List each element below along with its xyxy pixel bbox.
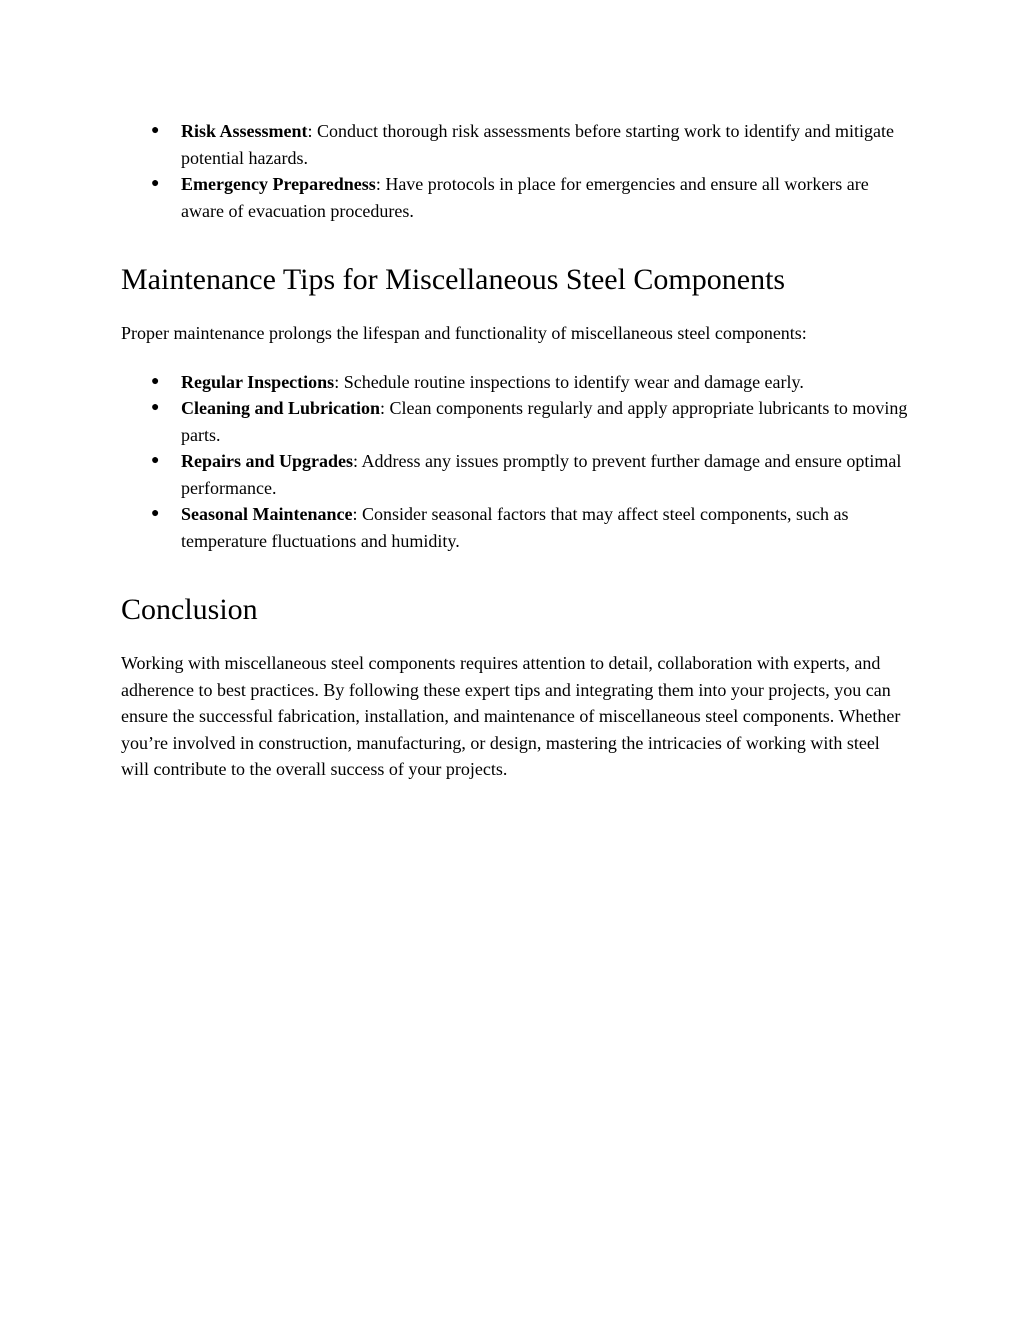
bullet-icon: ● (151, 400, 160, 415)
list-item (121, 118, 911, 171)
list-item-term: Emergency Preparedness (181, 174, 376, 194)
bullet-icon: ● (151, 176, 160, 191)
list-item (121, 501, 911, 554)
safety-list (121, 118, 911, 224)
bullet-icon: ● (151, 123, 160, 138)
list-item-text: : Conduct thorough risk assessments before starting work to identify and mitigate potential hazards. (181, 121, 894, 168)
list-item-text: : Have protocols in place for emergencies and ensure all workers are aware of evacuation procedures. (181, 174, 869, 221)
bullet-icon: ● (151, 453, 160, 468)
list-item-term: Repairs and Upgrades (181, 451, 354, 471)
list-item (121, 369, 911, 396)
list-item-term: Risk Assessment (181, 121, 308, 141)
list-item-term: Seasonal Maintenance (181, 504, 353, 524)
bullet-icon: ● (151, 506, 160, 521)
list-item (121, 395, 911, 448)
list-item-text: : Consider seasonal factors that may affect steel components, such as temperature fluctuations and humidity. (181, 504, 849, 551)
list-item-term: Regular Inspections (181, 371, 335, 392)
list-item (121, 448, 911, 501)
list-item-term: Cleaning and Lubrication (181, 398, 381, 418)
maintenance-list (121, 369, 911, 555)
maintenance-heading: Maintenance Tips for Miscellaneous Steel Components (121, 263, 786, 296)
maintenance-intro: Proper maintenance prolongs the lifespan and functionality of miscellaneous steel components: (121, 323, 807, 343)
list-item-text: : Address any issues promptly to prevent further damage and ensure optimal performance. (181, 451, 902, 498)
conclusion-heading: Conclusion (121, 593, 258, 626)
bullet-icon: ● (151, 373, 160, 389)
conclusion-body: Working with miscellaneous steel components requires attention to detail, collaboration with experts, and adherence to best practices. By following these expert tips and integrating them into your projects, you can ensure the successful fabrication, installation, and maintenance of miscellaneous steel components. Whether you’re involved in construction, manufacturing, or design, mastering the intricacies of working with steel will contribute to the overall success of your projects. (121, 653, 901, 779)
list-item-text: : Clean components regularly and apply appropriate lubricants to moving parts. (181, 398, 908, 445)
list-item-text: : Schedule routine inspections to identify wear and damage early. (334, 371, 804, 392)
list-item (121, 171, 911, 224)
document-page (121, 118, 911, 783)
